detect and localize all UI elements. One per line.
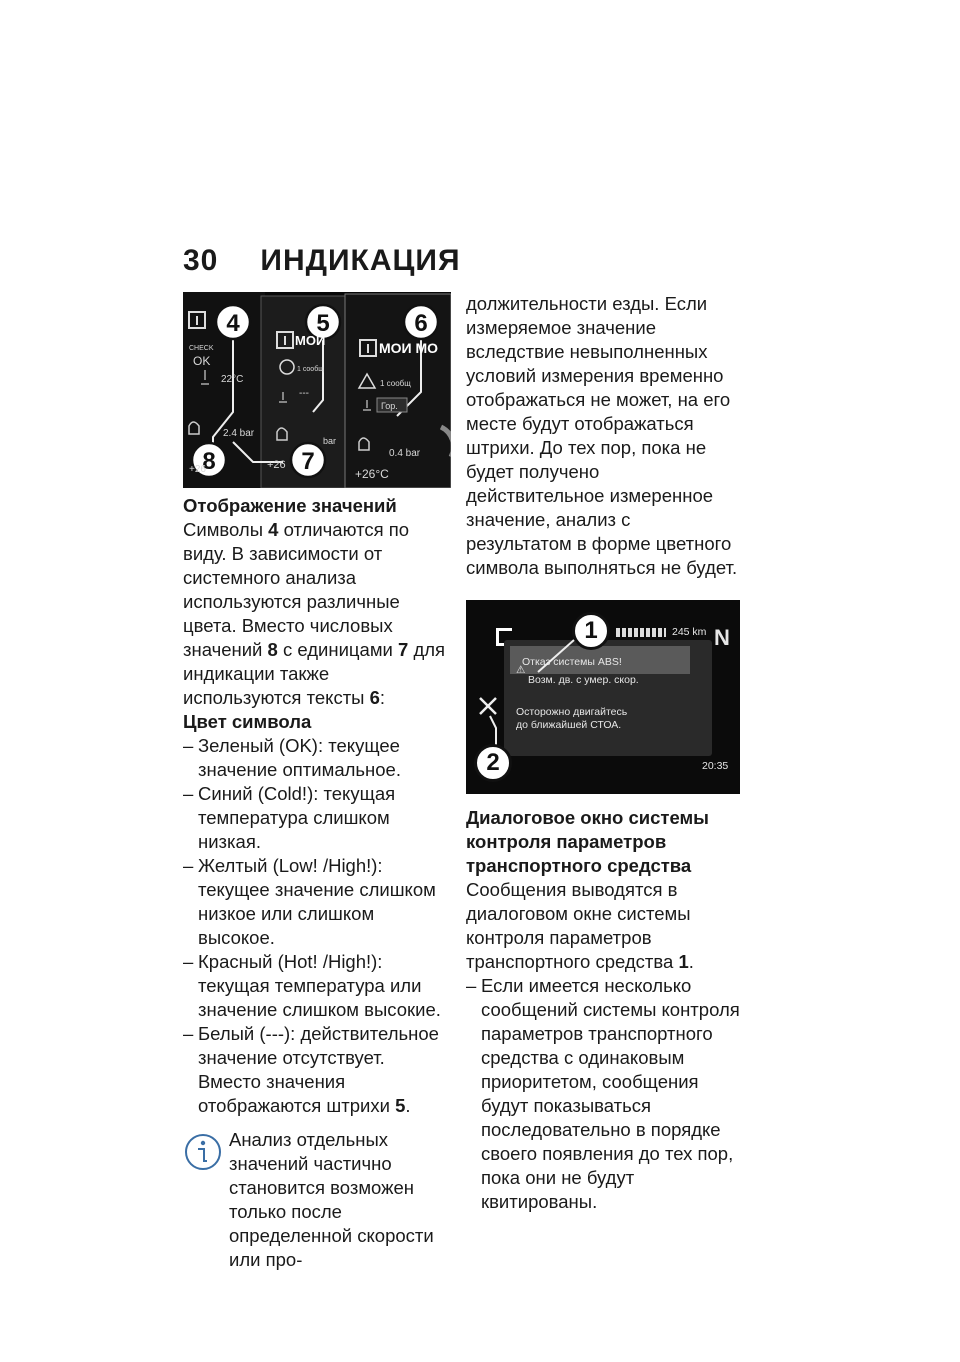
callout-4: 4 [226, 310, 240, 337]
ambient-temp-3: +26°C [355, 467, 389, 481]
list-item: – Желтый (Low! /High!): текущее значение слишком низкое или слишком высокое. [183, 854, 451, 950]
ok-label: OK [193, 354, 211, 368]
section-title-symbol-color: Цвет символа [183, 711, 312, 732]
ambient-temp-2: +26 [267, 459, 286, 471]
hint-note [183, 1128, 451, 1272]
msg-line4: до ближайшей СТОА. [516, 719, 622, 731]
section-title-dialog: Диалоговое окно системы контроля параметров транспортного средства [466, 807, 709, 876]
list-item: – Зеленый (OK): текущее значение оптимальное. [183, 734, 451, 782]
msg-line2: Возм. дв. с умер. скор. [528, 674, 639, 686]
panel3-title: МОИ МО [379, 340, 439, 356]
page-header [183, 244, 461, 278]
callout-5: 5 [316, 310, 330, 337]
pressure-value-2: bar [323, 436, 337, 446]
callout-7: 7 [301, 448, 315, 475]
range-value: 245 km [672, 626, 707, 638]
clock: 20:35 [702, 760, 729, 772]
page-title: ИНДИКАЦИЯ [260, 244, 461, 277]
page-number: 30 [183, 244, 219, 277]
panel2-title: МОИ [295, 333, 326, 348]
hint-text: Анализ отдельных значений частично становится возможен только после определенной скорости или про- [229, 1129, 434, 1270]
cluster-panels-graphic [183, 292, 451, 488]
right-column [466, 292, 740, 1214]
info-hint-icon [183, 1132, 223, 1172]
warning-icon: ⚠ [516, 664, 526, 676]
list-item: – Синий (Cold!): текущая температура слишком низкая. [183, 782, 451, 854]
paragraph-values: Символы 4 отличаются по виду. В зависимости от системного анализа используются различные цвета. Вместо числовых значений 8 с единицами 7 для индикации также используются тексты 6: [183, 519, 446, 708]
list-item: – Красный (Hot! /High!): текущая температура или значение слишком высокие. [183, 950, 451, 1022]
callout-6: 6 [414, 310, 428, 337]
ambient-temp-1: +26 [189, 464, 206, 475]
panel2-dash: --- [299, 388, 309, 399]
dialog-list [466, 974, 740, 1214]
instrument-cluster-figure [183, 292, 451, 488]
panel3-hot-text: Гор. [381, 401, 398, 411]
temp-value: 22°C [221, 374, 244, 385]
list-item: – Белый (---): действительное значение отсутствует. Вместо значения отображаются штрихи 5. [183, 1022, 451, 1118]
dialog-window-figure [466, 600, 740, 794]
callout-8: 8 [202, 448, 216, 475]
msg-line3: Осторожно двигайтесь [516, 706, 628, 718]
panel2-message: 1 сообщ [297, 366, 324, 373]
gear-indicator: N [714, 625, 730, 650]
paragraph-continued: должительности езды. Если измеряемое значение вследствие невыполненных условий измерения временно отображаться не может, на его месте будут отображаться штрихи. До тех пор, пока не будет получено действительное измеренное значение, анализ с результатом в форме цветного символа выполняться не будет. [466, 293, 738, 578]
callout-1: 1 [572, 612, 610, 650]
pressure-value-3: 0.4 bar [389, 448, 421, 459]
section-title-values: Отображение значений [183, 495, 397, 516]
pressure-value-1: 2.4 bar [223, 428, 255, 439]
panel3-message: 1 сообщ [380, 379, 411, 388]
paragraph-dialog: Сообщения выводятся в диалоговом окне системы контроля параметров транспортного средства 1. [466, 879, 694, 972]
check-label: CHECK [189, 345, 214, 352]
msg-title: Отказ системы ABS! [522, 656, 622, 668]
callout-2: 2 [474, 744, 512, 782]
left-column [183, 292, 451, 1272]
list-item: – Если имеется несколько сообщений системы контроля параметров транспортного средства с одинаковым приоритетом, сообщения будут показываться последовательно в порядке своего появления до тех пор, пока они не будут квитированы. [466, 974, 740, 1214]
symbol-color-list [183, 734, 451, 1118]
